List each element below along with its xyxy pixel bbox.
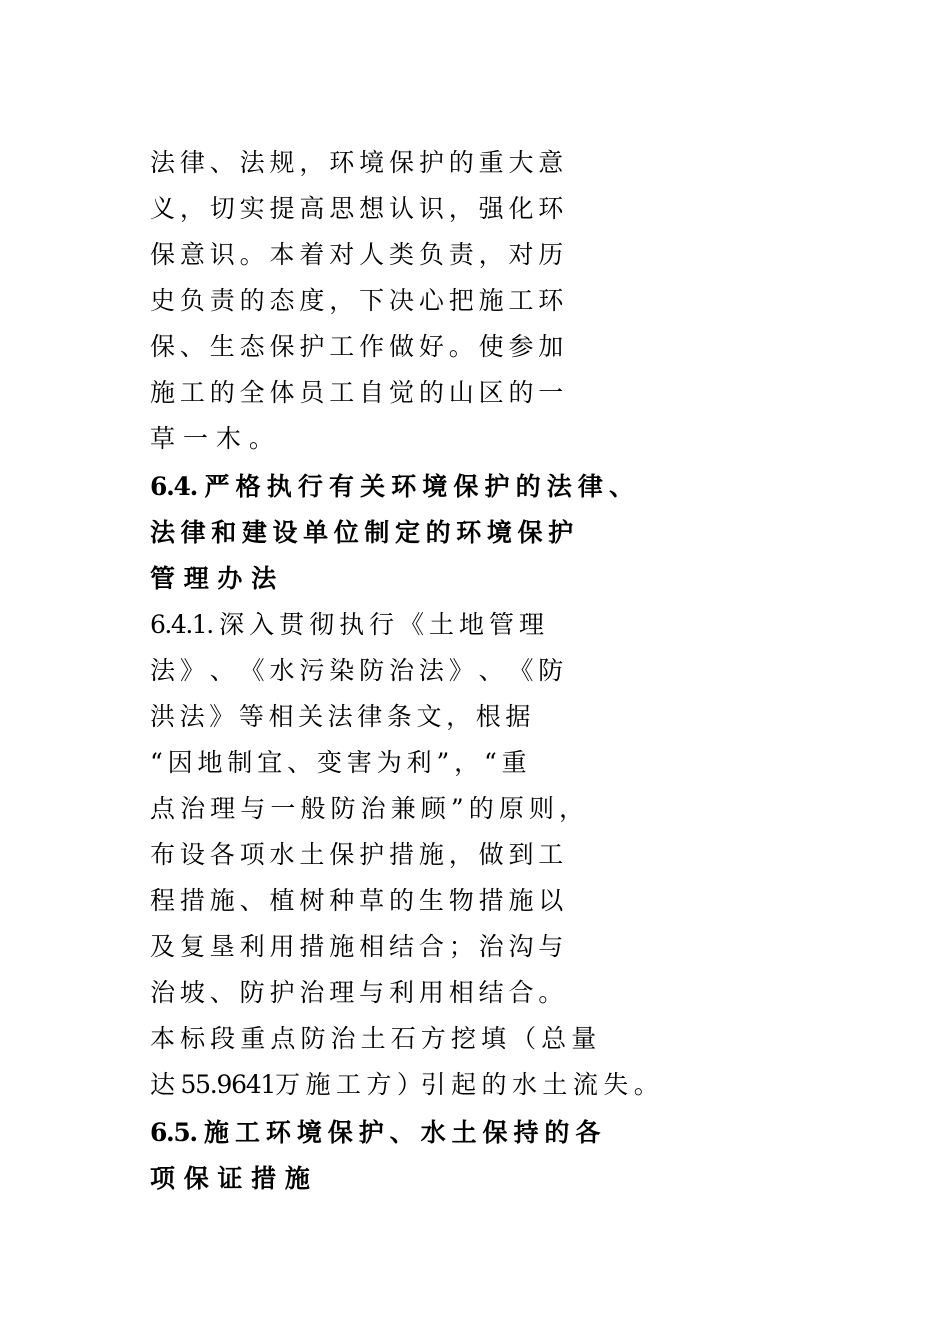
paragraph-line: 程 措 施 、 植 树 种 草 的 生 物 措 施 以 bbox=[150, 886, 562, 915]
section-heading-line: 6.5. 施 工 环 境 保 护 、 水 土 保 持 的 各 bbox=[150, 1118, 599, 1147]
paragraph-line: 史 负 责 的 态 度 ， 下 决 心 把 施 工 环 bbox=[150, 286, 562, 315]
paragraph-line: 保 、 生 态 保 护 工 作 做 好 。 使 参 加 bbox=[150, 332, 562, 361]
paragraph-line: 草 一 木 。 bbox=[150, 424, 274, 453]
paragraph-line: 洪 法 》 等 相 关 法 律 条 文 ， 根 据 bbox=[150, 702, 529, 731]
paragraph-line: 点 治 理 与 一 般 防 治 兼 顾 ” 的 原 则 ， bbox=[150, 794, 583, 823]
paragraph-line: 法 》 、 《 水 污 染 防 治 法 》 、 《 防 bbox=[150, 656, 562, 685]
paragraph-line: 布 设 各 项 水 土 保 护 措 施 ， 做 到 工 bbox=[150, 840, 562, 869]
paragraph-line: 达 55.9641万 施 工 方 ）引 起 的 水 土 流 失 。 bbox=[150, 1070, 658, 1099]
section-heading-line: 法 律 和 建 设 单 位 制 定 的 环 境 保 护 bbox=[150, 518, 572, 547]
paragraph-line: 治 坡 、 防 护 治 理 与 利 用 相 结 合 。 bbox=[150, 978, 562, 1007]
paragraph-line: 6.4.1. 深 入 贯 彻 执 行 《 土 地 管 理 bbox=[150, 610, 543, 639]
paragraph-line: 本 标 段 重 点 防 治 土 石 方 挖 填 （ 总 量 bbox=[150, 1024, 595, 1053]
paragraph-line: “ 因 地 制 宜 、 变 害 为 利 ” ， “ 重 bbox=[150, 748, 526, 777]
paragraph-line: 义 ， 切 实 提 高 思 想 认 识 ， 强 化 环 bbox=[150, 194, 562, 223]
paragraph-line: 保 意 识 。 本 着 对 人 类 负 责 ， 对 历 bbox=[150, 240, 562, 269]
paragraph-line: 施 工 的 全 体 员 工 自 觉 的 山 区 的 一 bbox=[150, 378, 562, 407]
section-heading-line: 项 保 证 措 施 bbox=[150, 1164, 310, 1193]
section-heading-line: 管 理 办 法 bbox=[150, 564, 277, 593]
paragraph-line: 法 律 、 法 规 ， 环 境 保 护 的 重 大 意 bbox=[150, 148, 562, 177]
paragraph-line: 及 复 垦 利 用 措 施 相 结 合 ； 治 沟 与 bbox=[150, 932, 562, 961]
section-heading-line: 6.4. 严 格 执 行 有 关 环 境 保 护 的 法 律 、 bbox=[150, 472, 633, 501]
